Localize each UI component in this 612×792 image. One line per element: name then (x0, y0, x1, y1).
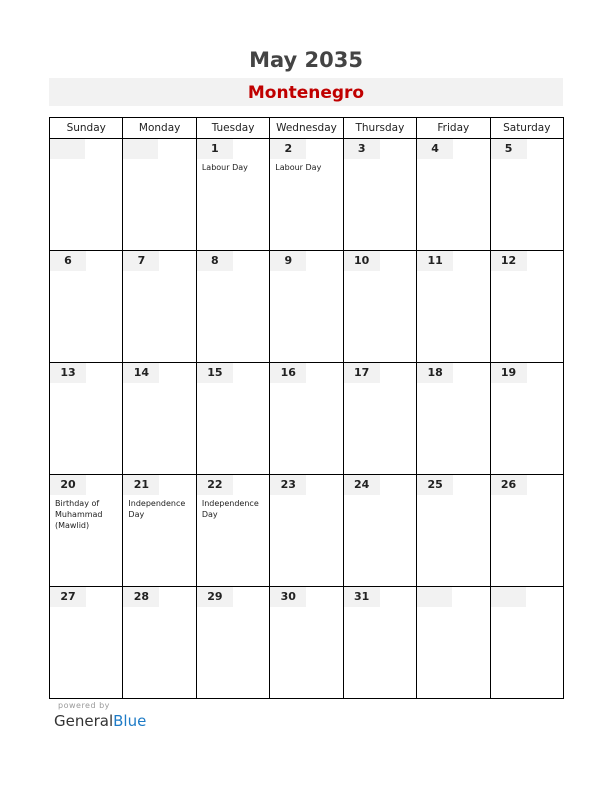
day-cell (490, 587, 563, 699)
day-cell (417, 475, 490, 587)
day-number: 26 (491, 475, 527, 495)
day-number: 11 (417, 251, 453, 271)
weekday-header: Monday (123, 118, 196, 139)
day-number: 10 (344, 251, 380, 271)
day-number: 28 (123, 587, 159, 607)
day-number: 23 (270, 475, 306, 495)
day-cell (343, 587, 416, 699)
holiday-label: Independence Day (201, 499, 259, 519)
day-number: 14 (123, 363, 159, 383)
day-cell (343, 139, 416, 251)
day-number: 25 (417, 475, 453, 495)
day-number: 27 (50, 587, 86, 607)
day-number (123, 139, 158, 159)
day-number: 2 (270, 139, 306, 159)
week-row (50, 587, 564, 699)
day-cell (196, 363, 269, 475)
day-number: 12 (491, 251, 527, 271)
day-number: 18 (417, 363, 453, 383)
day-cell (270, 475, 343, 587)
weekday-header: Sunday (50, 118, 123, 139)
powered-by-label: powered by (58, 701, 110, 710)
day-cell (123, 251, 196, 363)
day-number: 13 (50, 363, 86, 383)
holiday-label: Independence Day (128, 499, 186, 519)
week-row (50, 363, 564, 475)
holiday-label: Labour Day (275, 163, 322, 172)
day-cell (50, 139, 123, 251)
day-cell (270, 363, 343, 475)
day-number: 4 (417, 139, 453, 159)
day-number (417, 587, 452, 607)
day-cell (417, 363, 490, 475)
day-cell (196, 251, 269, 363)
day-number: 7 (123, 251, 159, 271)
day-cell (417, 587, 490, 699)
day-cell (196, 587, 269, 699)
week-row (50, 251, 564, 363)
day-cell (343, 251, 416, 363)
page-title: May 2035 (249, 48, 363, 72)
day-cell (50, 363, 123, 475)
day-cell (270, 139, 343, 251)
day-number: 15 (197, 363, 233, 383)
day-number (491, 587, 526, 607)
day-number: 8 (197, 251, 233, 271)
day-cell (270, 251, 343, 363)
day-cell (123, 363, 196, 475)
day-number: 19 (491, 363, 527, 383)
day-cell (343, 363, 416, 475)
day-cell (50, 475, 123, 587)
day-cell (50, 587, 123, 699)
day-number: 17 (344, 363, 380, 383)
brand-blue-text: Blue (113, 712, 147, 730)
brand-general-text: General (54, 712, 114, 730)
weekday-header: Wednesday (270, 118, 343, 139)
weekday-header: Saturday (490, 118, 563, 139)
day-cell (123, 475, 196, 587)
calendar-grid (49, 117, 564, 699)
day-number: 31 (344, 587, 380, 607)
day-cell (490, 363, 563, 475)
holiday-label: Labour Day (201, 163, 248, 172)
day-number: 22 (197, 475, 233, 495)
weekday-header-row (50, 118, 564, 139)
day-number: 21 (123, 475, 159, 495)
week-row (50, 139, 564, 251)
holiday-label: Birthday of Muhammad (Mawlid) (55, 499, 103, 530)
day-cell (417, 139, 490, 251)
day-number: 6 (50, 251, 86, 271)
day-cell (50, 251, 123, 363)
day-cell (417, 251, 490, 363)
day-number: 16 (270, 363, 306, 383)
day-number: 30 (270, 587, 306, 607)
day-cell (490, 139, 563, 251)
country-label: Montenegro (49, 78, 563, 106)
day-cell (196, 475, 269, 587)
day-cell (196, 139, 269, 251)
day-cell (123, 139, 196, 251)
day-cell (490, 475, 563, 587)
day-number: 5 (491, 139, 527, 159)
day-number: 9 (270, 251, 306, 271)
day-number: 3 (344, 139, 380, 159)
day-cell (123, 587, 196, 699)
day-number: 29 (197, 587, 233, 607)
day-cell (270, 587, 343, 699)
weekday-header: Tuesday (196, 118, 269, 139)
weekday-header: Thursday (343, 118, 416, 139)
day-number (50, 139, 85, 159)
weekday-header: Friday (417, 118, 490, 139)
generalblue-logo[interactable] (54, 712, 146, 730)
day-number: 24 (344, 475, 380, 495)
week-row (50, 475, 564, 587)
day-number: 1 (197, 139, 233, 159)
day-cell (490, 251, 563, 363)
day-number: 20 (50, 475, 86, 495)
day-cell (343, 475, 416, 587)
